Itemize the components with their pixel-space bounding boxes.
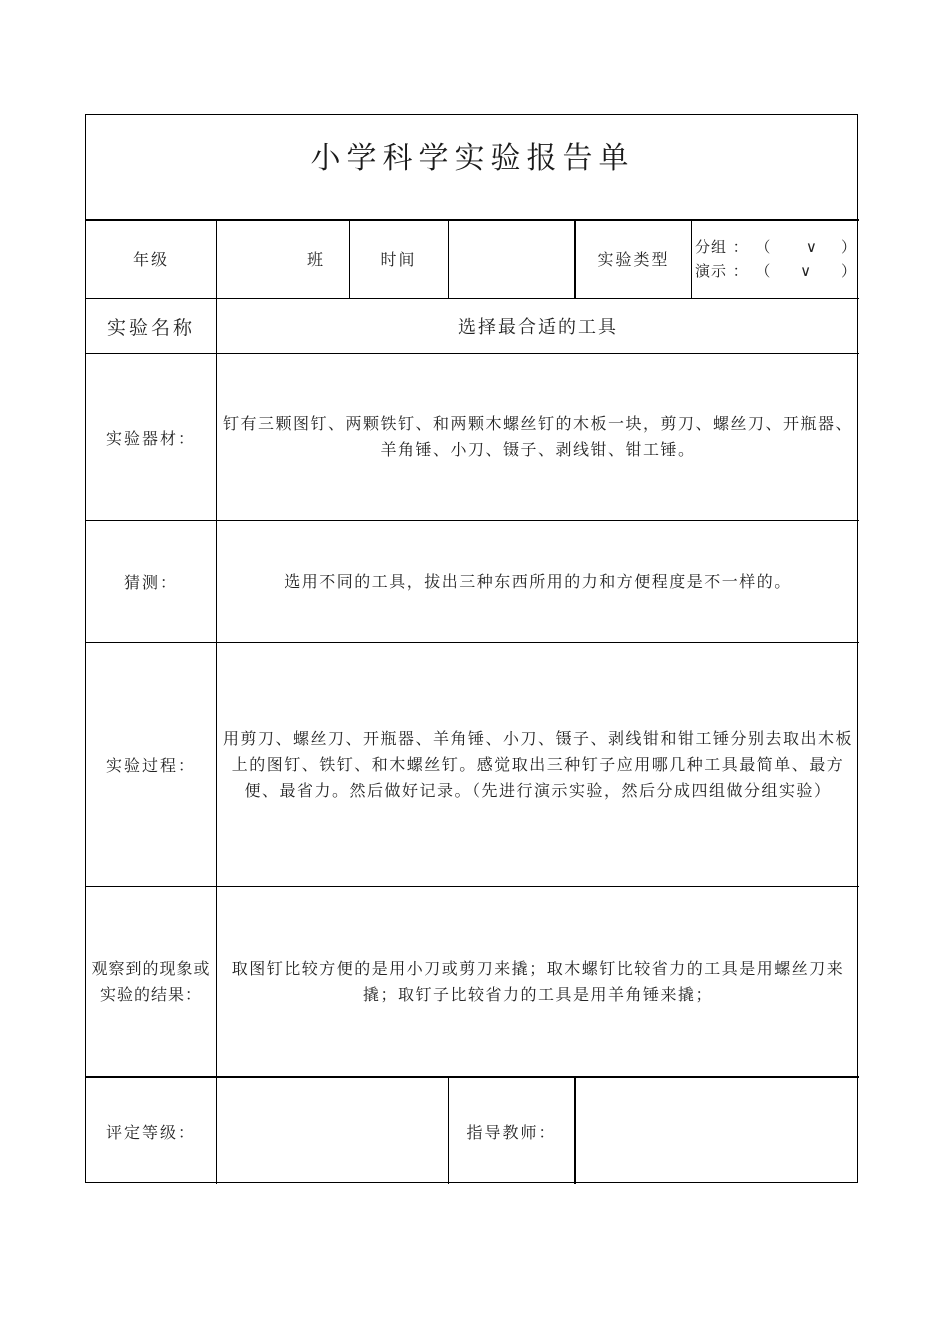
evaluation-value	[217, 1078, 448, 1184]
type-option-label: 分组 ：	[695, 237, 749, 256]
type-option-group	[695, 235, 859, 259]
teacher-label: 指导教师：	[466, 1122, 557, 1142]
teacher-value	[576, 1078, 859, 1184]
experiment-name-label: 实验名称	[106, 316, 195, 339]
type-option-label: 演示 ：	[695, 261, 749, 280]
type-option-demo	[695, 259, 859, 283]
materials-value: 钉有三颗图钉、两颗铁钉、和两颗木螺丝钉的木板一块，剪刀、螺丝刀、开瓶器、羊角锤、小刀、镊子、剥线钳、钳工锤。	[223, 414, 854, 459]
grade-label: 年级	[132, 250, 169, 269]
page-title: 小学科学实验报告单	[310, 141, 635, 176]
type-option-mark: （ ∨ ）	[755, 237, 857, 256]
result-label: 观察到的现象或实验的结果：	[91, 958, 211, 1004]
type-option-mark: （ ∨ ）	[755, 261, 857, 280]
guess-label: 猜测：	[123, 573, 178, 592]
process-label: 实验过程：	[105, 756, 196, 775]
time-value	[449, 219, 574, 298]
class-label: 班	[306, 250, 325, 269]
guess-value: 选用不同的工具，拔出三种东西所用的力和方便程度是不一样的。	[284, 571, 792, 591]
result-value: 取图钉比较方便的是用小刀或剪刀来撬；取木螺钉比较省力的工具是用螺丝刀来撬；取钉子比较省力的工具是用羊角锤来撬；	[231, 958, 845, 1004]
experiment-type-options	[692, 219, 859, 298]
experiment-name-value: 选择最合适的工具	[458, 317, 618, 338]
process-value: 用剪刀、螺丝刀、开瓶器、羊角锤、小刀、镊子、剥线钳和钳工锤分别去取出木板上的图钉、铁钉、和木螺丝钉。感觉取出三种钉子应用哪几种工具最简单、最方便、最省力。然后做好记录。（先进行演示实验，然后分成四组做分组实验）	[223, 728, 854, 800]
experiment-type-label: 实验类型	[597, 250, 670, 269]
time-label: 时间	[380, 250, 417, 269]
evaluation-label: 评定等级：	[105, 1122, 196, 1142]
report-sheet	[85, 114, 858, 1183]
materials-label: 实验器材：	[105, 428, 196, 448]
